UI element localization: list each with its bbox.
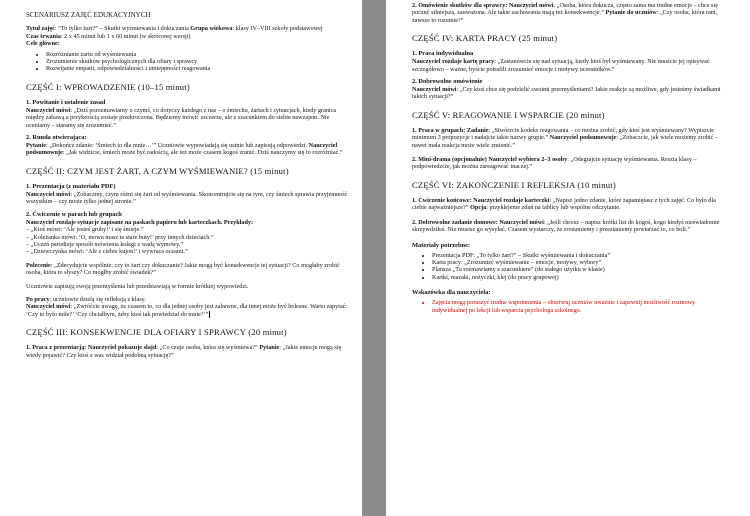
section-heading-6: CZĘŚĆ VI: ZAKOŃCZENIE I REFLEKSJA (10 minut) [412, 179, 616, 190]
paragraph: Nauczyciel mówi: „Dziś porozmawiamy o czymś, co dotyczy każdego z nas – o śmiechu, żartach i sytuacjach, kiedy granica między zabawą a przykrością zostaje przekroczona. Będziemy mówić szczerze, ale z szacunkiem do siebie nawzajem. Nie oceniamy – staramy się zrozumieć.” [26, 106, 337, 129]
document-title: SCENARIUSZ ZAJĘĆ EDUKACYJNYCH [26, 11, 151, 19]
list-item: • Karta pracy: „Zrozumieć wyśmiewanie – emocje, motywy, wybory” [432, 259, 728, 266]
example-line: – „Uczeń parodiuje sposób mówienia kolegi z wadą wymowy.” [26, 240, 184, 248]
paragraph: Nauczyciel rozdaje sytuacje zapisane na paskach papieru lub karteczkach. Przykłady: [26, 218, 254, 226]
meta-duration: Czas trwania: 2 x 45 minut lub 1 x 60 minut (w skróconej wersji) [26, 32, 191, 40]
paragraph: 1. Praca z prezentacją: Nauczyciel pokazuje slajd: „Co czuje osoba, która się wyśmiewa?” Pytanie: „Jakie emocje mogą się wtedy pojawić? Czy ktoś z was widział podobną sytuację?” [26, 344, 342, 359]
list-item: • Zrozumienie skutków psychologicznych dla ofiary i sprawcy [46, 58, 350, 65]
list-item: • Prezentacja PDF: „To tylko żart?” – Skutki wyśmiewania i dokuczania” [432, 252, 728, 259]
list-item: • Kartki, mazaki, nożyczki, klej (do pracy grupowej) [432, 274, 728, 281]
subsection-title: 1. Powitanie i ustalenie zasad [26, 98, 106, 106]
goals-list [26, 51, 350, 73]
paragraph: 1. Ćwiczenie końcowe: Nauczyciel rozdaje karteczki: „Napisz jedno zdanie, które zapamiętasz z tych zajęć. Co było dla ciebie najważniejsze?” Opcja: przyklejenie zdań na tablicy lub wspólne odczytanie. [412, 196, 716, 212]
example-line: – „Koleżanka mówi: ‘O, mowu masz te stare buty!’ przy innych dzieciach.” [26, 233, 214, 241]
meta-topic: Tytuł zajęć: “To tylko żart?” – Skutki wyśmiewania i dokuczania Grupa wiekowa: klasy IV–VIII szkoły podstawowej [26, 25, 323, 33]
section-heading-3: CZĘŚĆ III: KONSEKWENCJE DLA OFIARY I SPRAWCY (20 minut) [26, 327, 287, 338]
list-item: • Rozwijanie empatii, odpowiedzialności i umiejętności reagowania [46, 65, 350, 72]
subsection-title: 2. Runda otwierająca: [26, 134, 87, 142]
subsection-title: 2. Ćwiczenie w parach lub grupach [26, 210, 122, 218]
paragraph: Uczniowie zapisują swoją przemyślenia lub przedstawiają w formie krótkiej wypowiedzi. [26, 282, 249, 290]
materials-title: Materiały potrzebne: [412, 241, 471, 249]
subsection-title: 1. Prezentacja (z materiału PDF) [26, 182, 116, 190]
tips-title: Wskazówka dla nauczyciela: [412, 289, 491, 297]
paragraph: 2. Dobrowolne zadanie domowe: Nauczyciel mówi: „Jeśli chcesz – napisz krótki list do kogoś, kogo kiedyś nieświadomie skrzywdziłeś. Nie musisz go wysyłać. Czasem wystarczy, że zrozumiemy i przestaniemy powtarzać to, co boli.” [412, 218, 720, 234]
section-heading-4: CZĘŚĆ IV: KARTA PRACY (25 minut) [412, 33, 558, 44]
viewer-gutter [362, 0, 386, 516]
text-cursor [209, 311, 210, 318]
list-item: • Zajęcia mogą poruszyć trudne wspomnienia – obserwuj uczniów uważnie i zapewnij możliwość rozmowy indywidualnej po lekcji lub wsparcia psychologa szkolnego. [432, 299, 728, 314]
paragraph: Po pracy: uczniowie dzielą się refleksją z klasy. [26, 295, 146, 303]
paragraph: Nauczyciel rozdaje kartę pracy: „Zastanówcie się nad sytuacją, kiedy ktoś był wyśmiewany. Nie musicie jej opisywać szczegółowo – ważne, byście potrafili zrozumieć emocje i motywy uczestników.” [412, 58, 710, 73]
paragraph: Nauczyciel mówi: „Zwróćcie uwagę, że czasem to, co dla jednej osoby jest zabawne, dla innej może być bolesne. Warto zapytać: ‘Czy to było miłe?’ ‘Czy chciałbym, żeby ktoś tak powiedział do mnie?’” [26, 303, 348, 318]
section-heading-2: CZĘŚĆ II: CZYM JEST ŻART, A CZYM WYŚMIEWANIE? (15 minut) [26, 165, 289, 176]
paragraph: Polecenie: „Zdecydujcie wspólnie: czy to żart czy dokuczanie? Jakie mogą być konsekwencje tej sytuacji? Co mogłaby zrobić osoba, która to słyszy? Co mógłby zrobić świadek?” [26, 261, 340, 277]
meta-goals-label: Cele główne: [26, 40, 60, 48]
document-page-right [386, 0, 750, 516]
document-page-left [0, 0, 362, 516]
paragraph: 2. Mini-drama (opcjonalnie) Nauczyciel wybiera 2–3 osoby: „Odegrajcie sytuację wyśmiewania. Reszta klasy – podpowiedzcie, jak można zareagować inaczej.” [412, 156, 697, 171]
section-heading-1: CZĘŚĆ I: WPROWADZENIE (10–15 minut) [26, 81, 190, 92]
paragraph: Pytanie: „Dokończ zdanie: ‘Śmiech to dla mnie…’” Uczniowie wypowiadają się ustnie lub zapisują odpowiedzi. Nauczyciel podsumowuje: „Jak widzicie, śmiech może być radością, ale też może czasem kogoś zranić. Dziś nauczymy się to rozróżniać.” [26, 142, 343, 157]
paragraph: 2. Omówienie skutków dla sprawcy: Nauczyciel mówi: „Osoba, która dokucza, często sama ma trudne emocje – chce się poczuć silniejsza, zauważona. Ale takie zachowania mają też konsekwencje.” Pytanie do uczniów: „Czy osoba, która rani, zawsze to rozumie?” [412, 2, 718, 24]
list-item: • Rozróżnianie żartu od wyśmiewania [46, 51, 350, 58]
paragraph: Nauczyciel mówi: „Zobaczmy, czym różni się żart od wyśmiewania. Skoncentrujcie się na tym, czy śmiech sprawia przyjemność wszystkim – czy może tylko jednej stronie.” [26, 190, 348, 206]
subsection-title: 2. Dobrowolne omówienie [412, 78, 483, 86]
list-item: • Plansza „Tu rozmawiamy z szacunkiem” (do stałego użytku w klasie) [432, 266, 728, 273]
section-heading-5: CZĘŚĆ V: REAGOWANIE I WSPARCIE (20 minut) [412, 109, 605, 120]
materials-list [412, 252, 728, 282]
subsection-title: 1. Praca indywidualna [412, 50, 474, 58]
example-line: – „Dziewczynka mówi: ‘Ale z ciebie kujon!’ i wywraca oczami.” [26, 248, 188, 256]
paragraph: Nauczyciel mówi: „Czy ktoś chce się podzielić swoimi przemyśleniami? Jakie reakcje są możliwe, gdy jesteśmy świadkami takich sytuacji?” [412, 86, 721, 101]
paragraph: 1. Praca w grupach: Zadanie: „Stwórzcie kodeks reagowania – co można zrobić, gdy ktoś jest wyśmiewany? Wypiszcie minimum 3 propozycje i nadajcie takie nazwy grupie.” Nauczyciel podsumowuje: „Zobaczcie, jak wiele możemy zrobić – nawet mała reakcja może wiele zmienić.” [412, 126, 719, 149]
example-line: – „Ktoś mówi: ‘Ale jesteś gruby!’ i się śmieje.” [26, 226, 144, 234]
tips-list [412, 299, 728, 314]
